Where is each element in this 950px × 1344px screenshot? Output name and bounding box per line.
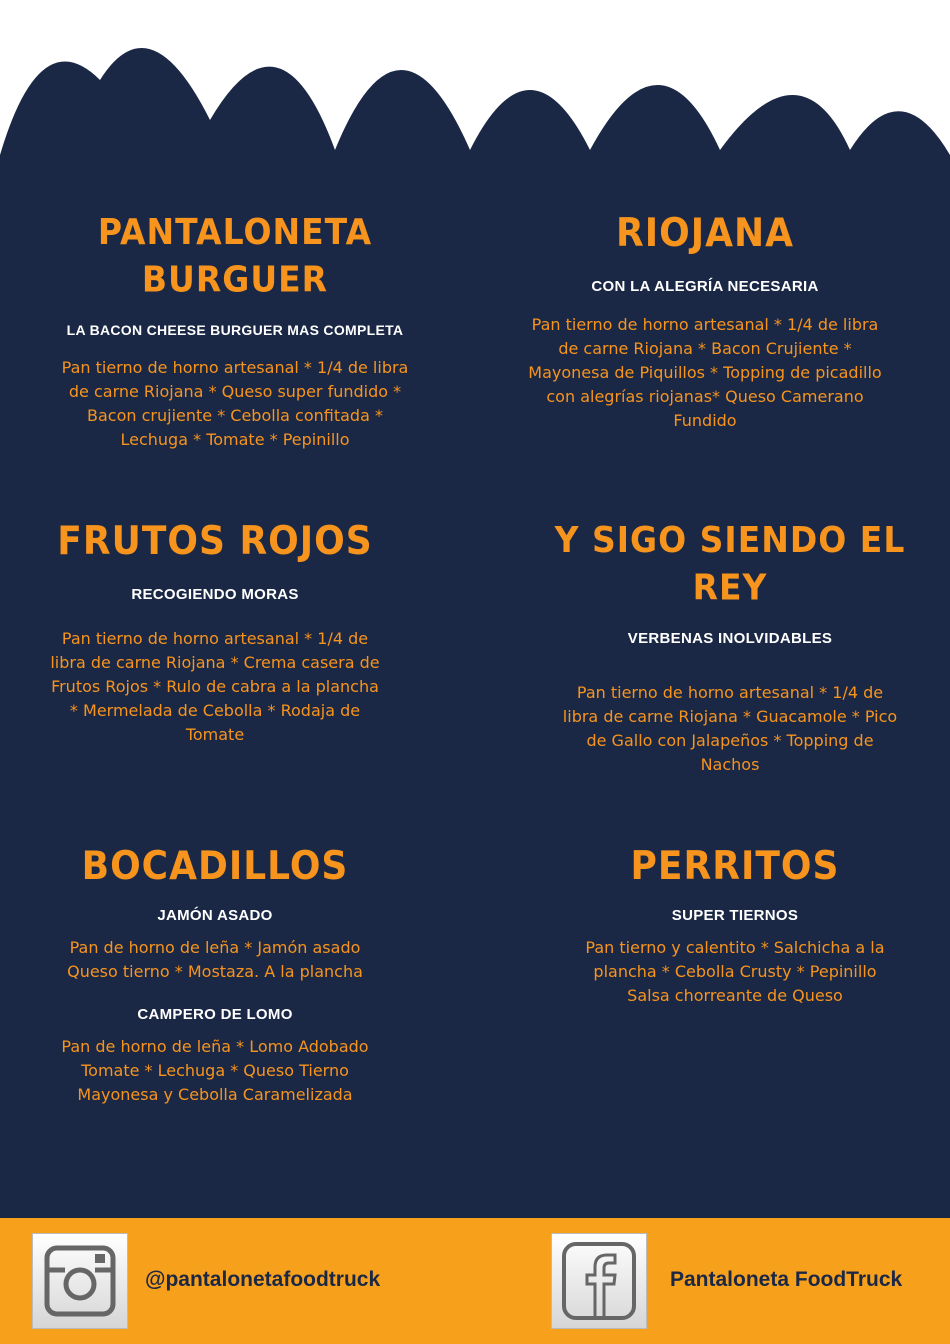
section-title: PERRITOS <box>630 844 840 889</box>
section-description: Pan tierno de horno artesanal * 1/4 de libra de carne Riojana * Crema casera de Frutos Rojos * Rulo de cabra a la plancha * Mermelada de Cebolla * Rodaja de Tomate <box>50 629 380 744</box>
section-subtitle: RECOGIENDO MORAS <box>131 586 299 603</box>
item-name-campero: CAMPERO DE LOMO <box>137 1006 293 1023</box>
menu-section-riojana <box>520 212 890 433</box>
section-description: Pan tierno y calentito * Salchicha a la plancha * Cebolla Crusty * Pepinillo Salsa chorreante de Queso <box>585 938 885 1005</box>
instagram-icon[interactable] <box>32 1233 128 1329</box>
menu-section-pantaloneta <box>25 212 445 452</box>
item-name-jamon: JAMÓN ASADO <box>157 907 273 924</box>
footer-bar <box>0 1218 950 1344</box>
section-title: FRUTOS ROJOS <box>57 519 373 564</box>
menu-section-bocadillos <box>40 845 390 1107</box>
section-title: PANTALONETA BURGUER <box>97 210 373 301</box>
section-description: Pan tierno de horno artesanal * 1/4 de libra de carne Riojana * Guacamole * Pico de Gallo con Jalapeños * Topping de Nachos <box>562 683 898 774</box>
section-subtitle: CON LA ALEGRÍA NECESARIA <box>591 278 819 295</box>
menu-section-perritos <box>570 845 900 1008</box>
section-title: RIOJANA <box>616 211 794 256</box>
section-description: Pan tierno de horno artesanal * 1/4 de libra de carne Riojana * Queso super fundido * Bacon crujiente * Cebolla confitada * Lechuga * Tomate * Pepinillo <box>61 358 409 449</box>
facebook-icon[interactable] <box>551 1233 647 1329</box>
section-subtitle: VERBENAS INOLVIDABLES <box>627 630 833 647</box>
item-description-jamon: Pan de horno de leña * Jamón asado Queso tierno * Mostaza. A la plancha <box>67 938 363 981</box>
section-title: BOCADILLOS <box>81 844 349 889</box>
section-subtitle: SUPER TIERNOS <box>671 907 799 924</box>
wave-header-decoration <box>0 0 950 170</box>
section-description: Pan tierno de horno artesanal * 1/4 de libra de carne Riojana * Bacon Crujiente * Mayonesa de Piquillos * Topping de picadillo con alegrías riojanas* Queso Camerano Fundido <box>528 315 882 430</box>
menu-section-rey <box>520 520 940 777</box>
instagram-handle[interactable]: @pantalonetafoodtruck <box>145 1268 381 1291</box>
facebook-name[interactable]: Pantaloneta FoodTruck <box>670 1268 903 1291</box>
item-description-campero: Pan de horno de leña * Lomo Adobado Tomate * Lechuga * Queso Tierno Mayonesa y Cebolla Caramelizada <box>61 1037 369 1104</box>
section-title: Y SIGO SIENDO EL REY <box>554 518 906 609</box>
menu-section-frutos-rojos <box>40 520 390 747</box>
section-subtitle: LA BACON CHEESE BURGUER MAS COMPLETA <box>66 322 404 338</box>
